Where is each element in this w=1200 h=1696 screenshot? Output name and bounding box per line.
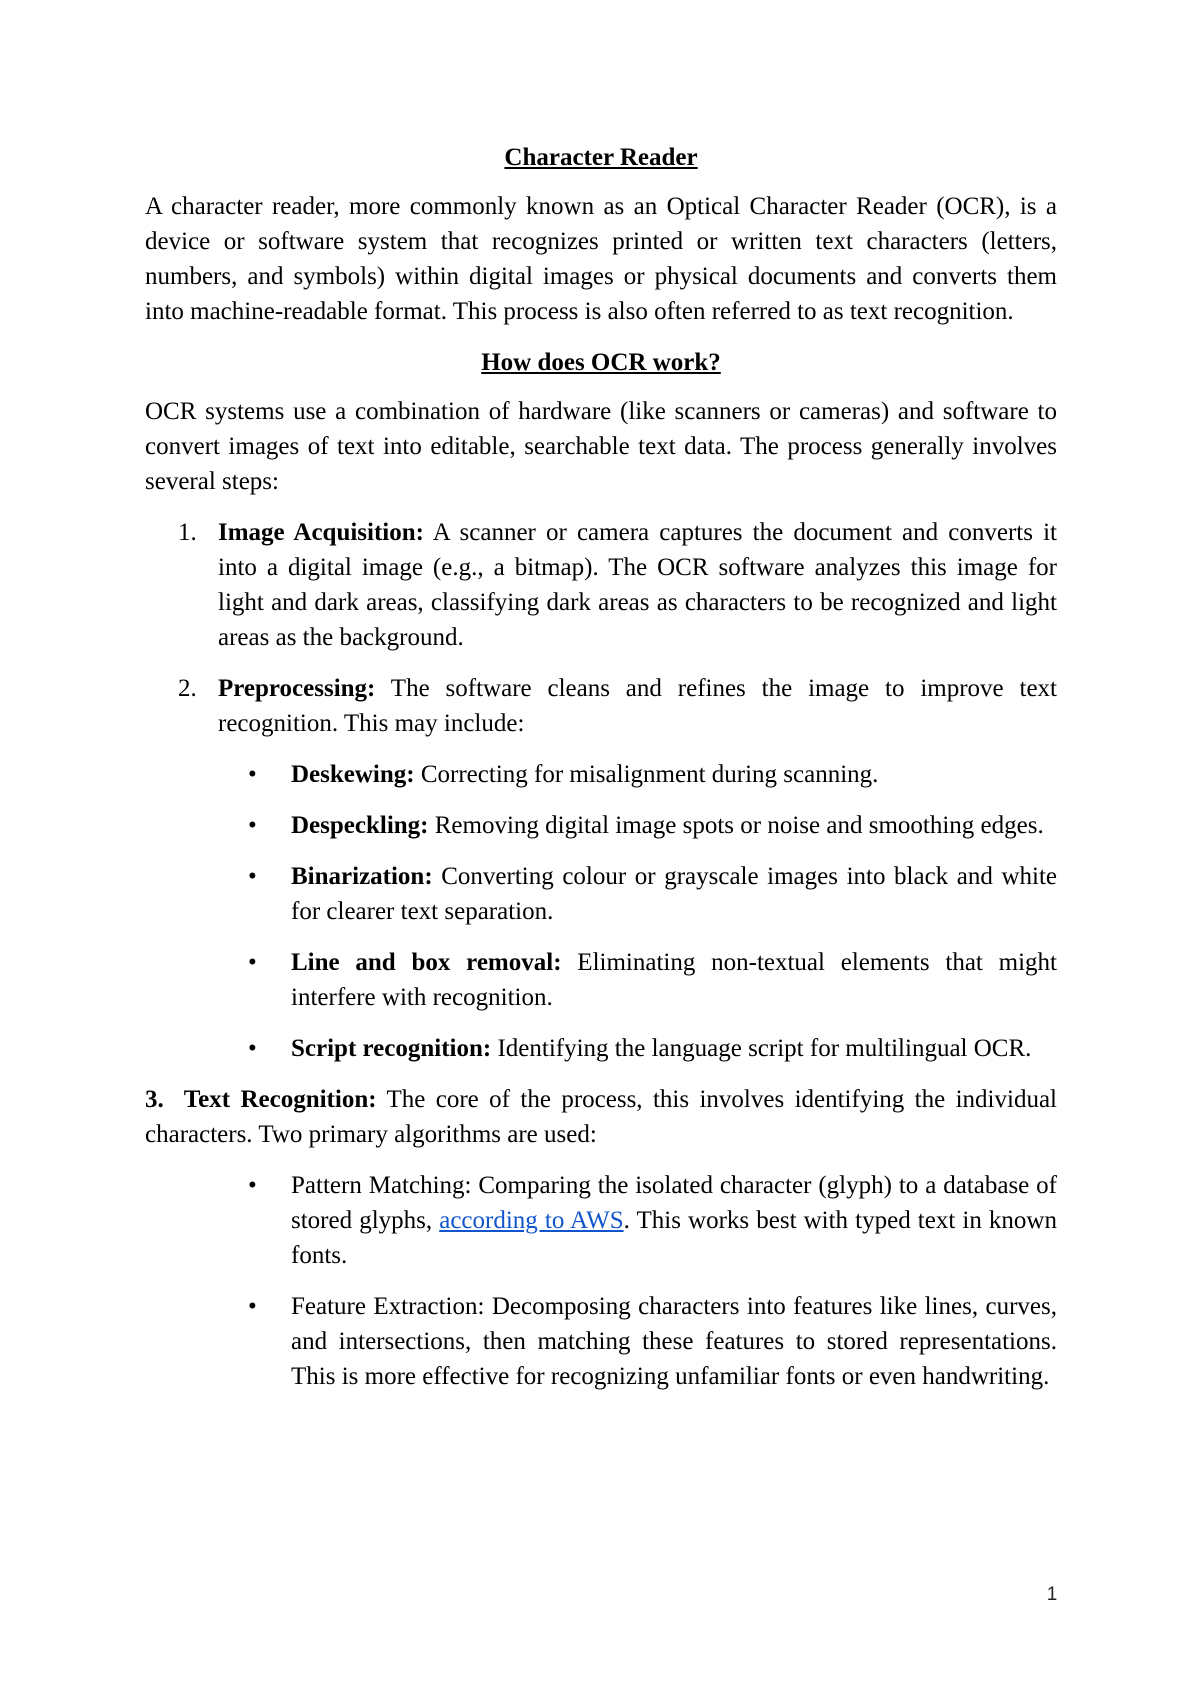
bullet-label: Deskewing: xyxy=(291,761,415,788)
bullet-text: Eliminating non-textual elements that might interfere with recognition. xyxy=(291,949,1057,1011)
aws-link[interactable]: according to AWS xyxy=(439,1207,624,1234)
step-number: 2. xyxy=(178,675,197,702)
bullet-binarization xyxy=(145,859,1057,929)
step-image-acquisition xyxy=(145,515,1057,655)
intro-paragraph: A character reader, more commonly known as an Optical Character Reader (OCR), is a device or software system that recognizes printed or written text characters (letters, numbers, and symbols) within digital images or physical documents and converts them into machine-readable format. This process is also often referred to as text recognition. xyxy=(145,193,1057,325)
step-number: 3. xyxy=(145,1086,164,1113)
bullet-text: Pattern Matching: Comparing the isolated character (glyph) to a database of stored glyphs, xyxy=(291,1172,1057,1234)
page-title: Character Reader xyxy=(504,144,698,171)
bullet-text-after: . This works best with typed text in known fonts. xyxy=(291,1207,1057,1269)
step-preprocessing xyxy=(145,671,1057,741)
step-number: 1. xyxy=(178,519,197,546)
bullet-text: Correcting for misalignment during scanning. xyxy=(414,761,879,788)
bullet-icon: • xyxy=(248,761,257,788)
bullet-text: Removing digital image spots or noise and smoothing edges. xyxy=(428,812,1044,839)
section-heading: How does OCR work? xyxy=(481,349,721,376)
bullet-label: Script recognition: xyxy=(291,1035,492,1062)
bullet-pattern-matching xyxy=(145,1168,1057,1273)
step-label: Preprocessing: xyxy=(218,675,376,702)
bullet-icon: • xyxy=(248,1035,257,1062)
bullet-despeckling xyxy=(145,808,1057,843)
step-text: A scanner or camera captures the document and converts it into a digital image (e.g., a bitmap). The OCR software analyzes this image for light and dark areas, classifying dark areas as characters to be recognized and light areas as the background. xyxy=(218,519,1057,651)
step-text: The software cleans and refines the image to improve text recognition. This may include: xyxy=(218,675,1057,737)
bullet-feature-extraction xyxy=(145,1289,1057,1394)
bullet-label: Binarization: xyxy=(291,863,433,890)
bullet-icon: • xyxy=(248,812,257,839)
bullet-script-recognition xyxy=(145,1031,1057,1066)
bullet-text: Identifying the language script for multilingual OCR. xyxy=(491,1035,1032,1062)
bullet-text: Converting colour or grayscale images into black and white for clearer text separation. xyxy=(291,863,1057,925)
bullet-text: Feature Extraction: Decomposing characters into features like lines, curves, and intersections, then matching these features to stored representations. This is more effective for recognizing unfamiliar fonts or even handwriting. xyxy=(291,1293,1057,1390)
step-label: Text Recognition: xyxy=(183,1086,377,1113)
step-text-recognition xyxy=(145,1082,1057,1152)
bullet-icon: • xyxy=(248,1293,257,1320)
bullet-label: Line and box removal: xyxy=(291,949,562,976)
document-content xyxy=(145,140,1057,1410)
bullet-line-box-removal xyxy=(145,945,1057,1015)
page-number: 1 xyxy=(1046,1584,1058,1605)
bullet-icon: • xyxy=(248,863,257,890)
bullet-icon: • xyxy=(248,949,257,976)
step-text: The core of the process, this involves identifying the individual characters. Two primary algorithms are used: xyxy=(145,1086,1057,1148)
section-intro-paragraph: OCR systems use a combination of hardware (like scanners or cameras) and software to convert images of text into editable, searchable text data. The process generally involves several steps: xyxy=(145,398,1057,495)
bullet-deskewing xyxy=(145,757,1057,792)
bullet-icon: • xyxy=(248,1172,257,1199)
step-label: Image Acquisition: xyxy=(218,519,424,546)
bullet-label: Despeckling: xyxy=(291,812,429,839)
